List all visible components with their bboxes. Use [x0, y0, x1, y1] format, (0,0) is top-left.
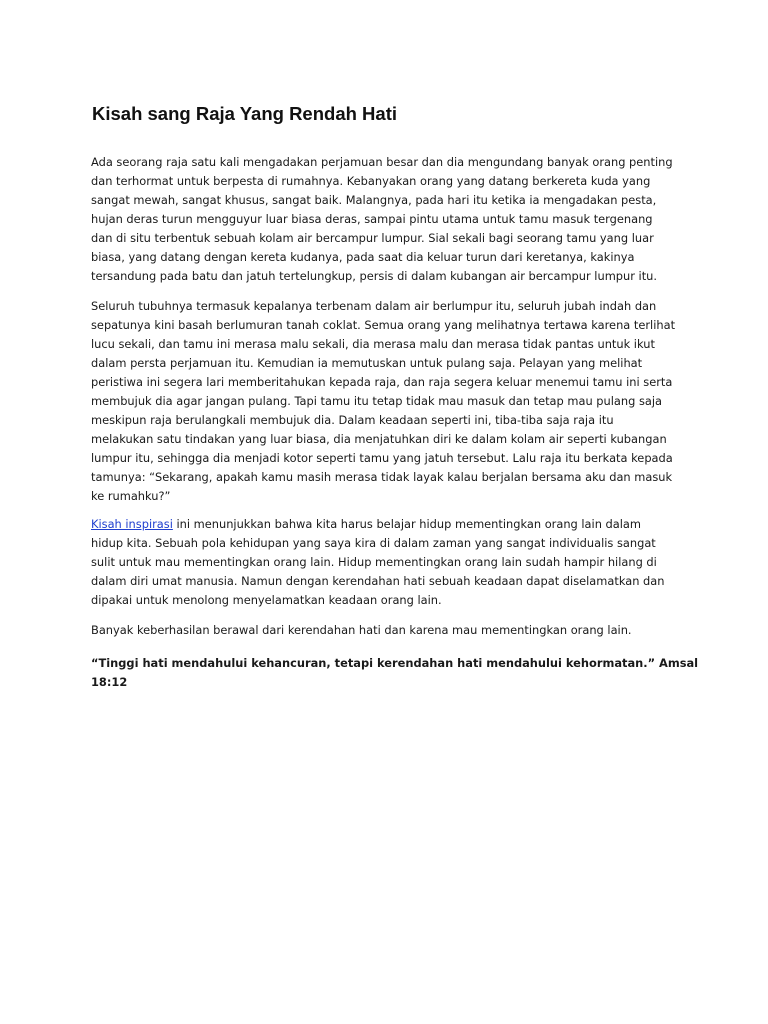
document-page — [91, 0, 699, 1024]
text-line: Seluruh tubuhnya termasuk kepalanya terbenam dalam air berlumpur itu, seluruh jubah indah dan — [91, 299, 657, 313]
text-line: membujuk dia agar jangan pulang. Tapi tamu itu tetap tidak mau masuk dan tetap mau pulang saja — [91, 394, 663, 408]
text-line: ke rumahku?” — [91, 489, 171, 503]
text-line: tersandung pada batu dan jatuh tertelungkup, persis di dalam kubangan air bercampur lumpur itu. — [91, 269, 658, 283]
kisah-inspirasi-link[interactable]: Kisah inspirasi — [91, 517, 173, 531]
text-line: Banyak keberhasilan berawal dari kerendahan hati dan karena mau mementingkan orang lain. — [91, 623, 632, 637]
text-line: lumpur itu, sehingga dia menjadi kotor seperti tamu yang jatuh tersebut. Lalu raja itu berkata kepada — [91, 451, 673, 465]
text-line: melakukan satu tindakan yang luar biasa, dia menjatuhkan diri ke dalam kolam air seperti kubangan — [91, 432, 667, 446]
paragraph-1 — [91, 153, 681, 286]
text-line: dalam persta perjamuan itu. Kemudian ia memutuskan untuk pulang saja. Pelayan yang melihat — [91, 356, 643, 370]
text-line: hidup kita. Sebuah pola kehidupan yang saya kira di dalam zaman yang sangat individualis sangat — [91, 536, 656, 550]
text-line: Ada seorang raja satu kali mengadakan perjamuan besar dan dia mengundang banyak orang penting — [91, 155, 673, 169]
text-line: hujan deras turun mengguyur luar biasa deras, sampai pintu utama untuk tamu masuk tergenang — [91, 212, 653, 226]
text-line: sulit untuk mau mementingkan orang lain. Hidup mementingkan orang lain sudah hampir hilang di — [91, 555, 657, 569]
text-line: dipakai untuk menolong menyelamatkan keadaan orang lain. — [91, 593, 442, 607]
text-line: biasa, yang datang dengan kereta kudanya, pada saat dia keluar turun dari keretanya, kakinya — [91, 250, 635, 264]
text-line: lucu sekali, dan tamu ini merasa malu sekali, dia merasa malu dan merasa tidak pantas untuk ikut — [91, 337, 655, 351]
text-line: dan di situ terbentuk sebuah kolam air bercampur lumpur. Sial sekali bagi seorang tamu yang luar — [91, 231, 654, 245]
quote-line: “Tinggi hati mendahului kehancuran, tetapi kerendahan hati mendahului kehormatan.” Amsal — [91, 656, 699, 670]
text-line: tamunya: “Sekarang, apakah kamu masih merasa tidak layak kalau berjalan bersama aku dan masuk — [91, 470, 673, 484]
text-line: dalam diri umat manusia. Namun dengan kerendahan hati sebuah keadaan dapat diselamatkan dan — [91, 574, 665, 588]
text-line: sangat mewah, sangat khusus, sangat baik. Malangnya, pada hari itu ketika ia mengadakan pesta, — [91, 193, 657, 207]
text-line: meskipun raja berulangkali membujuk dia. Dalam keadaan seperti ini, tiba-tiba saja raja itu — [91, 413, 614, 427]
text-line: sepatunya kini basah berlumuran tanah coklat. Semua orang yang melihatnya tertawa karena terlihat — [91, 318, 676, 332]
document-title: Kisah sang Raja Yang Rendah Hati — [92, 103, 397, 124]
text-fragment: ini menunjukkan bahwa kita harus belajar hidup mementingkan orang lain dalam — [172, 517, 641, 531]
text-line — [91, 515, 681, 534]
paragraph-3 — [91, 515, 681, 610]
text-line: peristiwa ini segera lari memberitahukan kepada raja, dan raja segera keluar menemui tamu ini serta — [91, 375, 673, 389]
quote-reference-line: 18:12 — [91, 675, 128, 689]
text-line: dan terhormat untuk berpesta di rumahnya. Kebanyakan orang yang datang berkereta kuda yang — [91, 174, 651, 188]
bible-quote — [91, 654, 699, 692]
paragraph-2 — [91, 297, 681, 506]
paragraph-4 — [91, 621, 681, 640]
